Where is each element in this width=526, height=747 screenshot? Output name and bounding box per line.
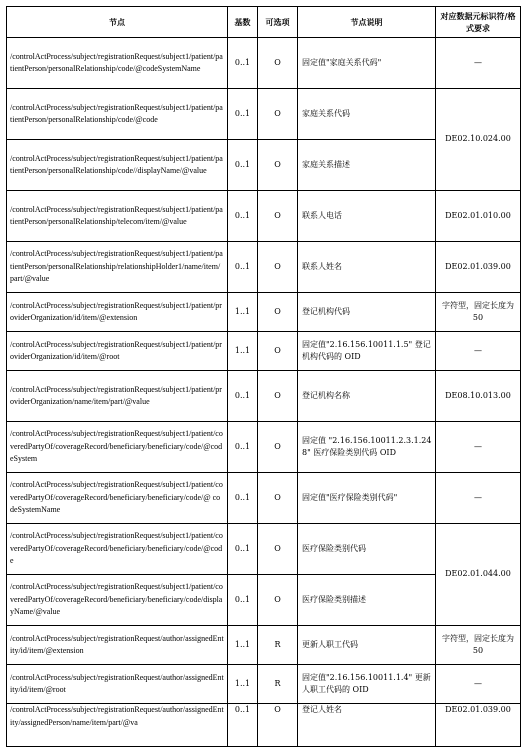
spec-table [6,6,521,747]
cardinality: 0..1 [228,473,258,524]
table-row [7,332,521,371]
optional: O [258,191,298,242]
element-id: DE02.10.024.00 [436,89,521,191]
table-row [7,704,521,747]
table-row [7,89,521,140]
description: 更新人职工代码 [298,626,436,665]
element-id: — [436,665,521,704]
optional: O [258,242,298,293]
cardinality: 1..1 [228,665,258,704]
optional: O [258,38,298,89]
node-path: /controlActProcess/subject/registrationRequest/subject1/patient/coveredPartyOf/coverageRecord/beneficiary/beneficiary/code/@code [7,524,228,575]
node-path: /controlActProcess/subject/registrationRequest/subject1/patient/coveredPartyOf/coverageRecord/beneficiary/beneficiary/code/@ codeSystemName [7,473,228,524]
description: 登记人姓名 [298,704,436,747]
node-path: /controlActProcess/subject/registrationRequest/subject1/patient/patientPerson/personalRelationship/relationshipHolder1/name/item/part/@value [7,242,228,293]
table-row [7,293,521,332]
node-path: /controlActProcess/subject/registrationRequest/subject1/patient/patientPerson/personalRelationship/code/@codeSystemName [7,38,228,89]
element-id: 字符型，固定长度为 50 [436,626,521,665]
cardinality: 0..1 [228,38,258,89]
node-path: /controlActProcess/subject/registrationRequest/author/assignedEntity/id/item/@extension [7,626,228,665]
description: 联系人电话 [298,191,436,242]
cardinality: 0..1 [228,524,258,575]
table-row [7,38,521,89]
cardinality: 0..1 [228,191,258,242]
optional: O [258,704,298,747]
cardinality: 1..1 [228,626,258,665]
description: 固定值"2.16.156.10011.1.4" 更新人职工代码的 OID [298,665,436,704]
header-row [7,7,521,38]
table-row [7,191,521,242]
header-node: 节点 [7,7,228,38]
optional: O [258,332,298,371]
description: 登记机构代码 [298,293,436,332]
optional: O [258,575,298,626]
optional: R [258,665,298,704]
description: 固定值"家庭关系代码" [298,38,436,89]
table-row [7,524,521,575]
cardinality: 0..1 [228,140,258,191]
table-row [7,422,521,473]
optional: O [258,293,298,332]
description: 联系人姓名 [298,242,436,293]
node-path: /controlActProcess/subject/registrationRequest/subject1/patient/providerOrganization/id/item/@root [7,332,228,371]
element-id: DE02.01.044.00 [436,524,521,626]
description: 医疗保险类别代码 [298,524,436,575]
element-id: DE02.01.039.00 [436,242,521,293]
optional: O [258,89,298,140]
element-id: DE02.01.010.00 [436,191,521,242]
node-path: /controlActProcess/subject/registrationRequest/subject1/patient/providerOrganization/name/item/part/@value [7,371,228,422]
description: 登记机构名称 [298,371,436,422]
description: 家庭关系代码 [298,89,436,140]
table-row [7,371,521,422]
cardinality: 0..1 [228,704,258,747]
description: 固定值 "2.16.156.10011.2.3.1.248" 医疗保险类别代码 OID [298,422,436,473]
header-cardinality: 基数 [228,7,258,38]
cardinality: 0..1 [228,422,258,473]
cardinality: 1..1 [228,332,258,371]
node-path: /controlActProcess/subject/registrationRequest/subject1/patient/providerOrganization/id/item/@extension [7,293,228,332]
description: 固定值"医疗保险类别代码" [298,473,436,524]
description: 医疗保险类别描述 [298,575,436,626]
node-path: /controlActProcess/subject/registrationRequest/subject1/patient/patientPerson/personalRelationship/code/@code [7,89,228,140]
optional: R [258,626,298,665]
cardinality: 1..1 [228,293,258,332]
description: 家庭关系描述 [298,140,436,191]
element-id: DE02.01.039.00 [436,704,521,747]
optional: O [258,422,298,473]
table-row [7,626,521,665]
node-path: /controlActProcess/subject/registrationRequest/subject1/patient/coveredPartyOf/coverageRecord/beneficiary/beneficiary/code/displayName/@value [7,575,228,626]
node-path: /controlActProcess/subject/registrationRequest/author/assignedEntity/assignedPerson/name/item/part/@va [7,704,228,747]
table-row [7,242,521,293]
optional: O [258,140,298,191]
optional: O [258,371,298,422]
element-id: — [436,473,521,524]
table-row [7,665,521,704]
node-path: /controlActProcess/subject/registrationRequest/author/assignedEntity/id/item/@root [7,665,228,704]
element-id: — [436,422,521,473]
cardinality: 0..1 [228,371,258,422]
optional: O [258,473,298,524]
node-path: /controlActProcess/subject/registrationRequest/subject1/patient/coveredPartyOf/coverageRecord/beneficiary/beneficiary/code/@codeSystem [7,422,228,473]
node-path: /controlActProcess/subject/registrationRequest/subject1/patient/patientPerson/personalRelationship/telecom/item/@value [7,191,228,242]
header-optional: 可选项 [258,7,298,38]
header-description: 节点说明 [298,7,436,38]
optional: O [258,524,298,575]
cardinality: 0..1 [228,575,258,626]
header-element: 对应数据元标识符/格式要求 [436,7,521,38]
element-id: — [436,38,521,89]
cardinality: 0..1 [228,242,258,293]
element-id: 字符型，固定长度为 50 [436,293,521,332]
node-path: /controlActProcess/subject/registrationRequest/subject1/patient/patientPerson/personalRelationship/code//displayName/@value [7,140,228,191]
description: 固定值"2.16.156.10011.1.5" 登记机构代码的 OID [298,332,436,371]
cardinality: 0..1 [228,89,258,140]
table-row [7,473,521,524]
element-id: — [436,332,521,371]
element-id: DE08.10.013.00 [436,371,521,422]
